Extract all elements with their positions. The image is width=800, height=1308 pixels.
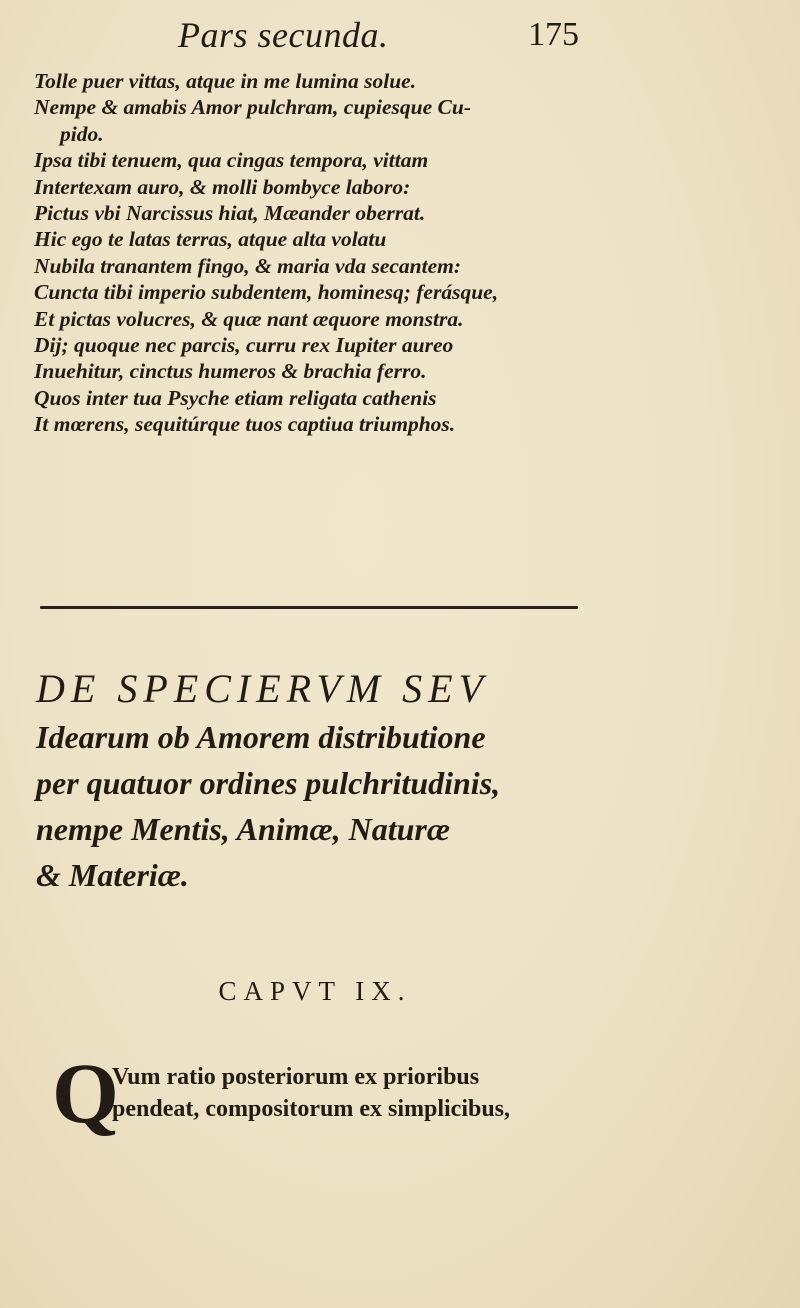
chapter-heading: CAPVT IX. [218, 976, 412, 1006]
verse-line: Ipsa tibi tenuem, qua cingas tempora, vittam [34, 148, 429, 173]
verse-line: Et pictas volucres, & quæ nant æquore monstra. [34, 306, 464, 331]
verse-line: Tolle puer vittas, atque in me lumina solue. [34, 69, 417, 93]
running-head: Pars secunda. [178, 15, 389, 55]
section-title [36, 664, 776, 898]
opening-text-line: pendeat, compositorum ex simplicibus, [112, 1096, 511, 1122]
section-divider-rule [40, 606, 578, 609]
verse-line: Nubila tranantem fingo, & maria vda secantem: [34, 253, 462, 278]
verse-line: pido. [60, 121, 104, 146]
verse-line: Pictus vbi Narcissus hiat, Mæander oberrat. [34, 200, 426, 225]
drop-cap: Q [52, 1045, 119, 1141]
section-title-line: DE SPECIERVM SEV [36, 666, 489, 711]
poem-block [34, 68, 764, 437]
section-title-line: & Materiæ. [36, 857, 189, 893]
verse-line: Quos inter tua Psyche etiam religata cathenis [34, 385, 437, 410]
verse-line: Inuehitur, cinctus humeros & brachia ferro. [34, 359, 427, 384]
verse-line: Intertexam auro, & molli bombyce laboro: [34, 174, 411, 199]
verse-line: Nempe & amabis Amor pulchram, cupiesque Cu- [34, 95, 471, 120]
opening-paragraph [52, 1045, 772, 1146]
page-header [0, 14, 800, 66]
section-title-line: Idearum ob Amorem distributione [36, 719, 486, 755]
section-title-line: nempe Mentis, Animæ, Naturæ [36, 811, 450, 847]
verse-line: Cuncta tibi imperio subdentem, hominesq; ferásque, [34, 280, 499, 305]
verse-line: Dij; quoque nec parcis, curru rex Iupiter aureo [34, 332, 454, 357]
section-title-line: per quatuor ordines pulchritudinis, [36, 765, 501, 801]
verse-line: Hic ego te latas terras, atque alta volatu [34, 227, 387, 252]
verse-line: It mœrens, sequitúrque tuos captiua triumphos. [34, 412, 456, 437]
opening-text-line: Vum ratio posteriorum ex prioribus [112, 1064, 480, 1090]
page-number: 175 [528, 16, 579, 53]
